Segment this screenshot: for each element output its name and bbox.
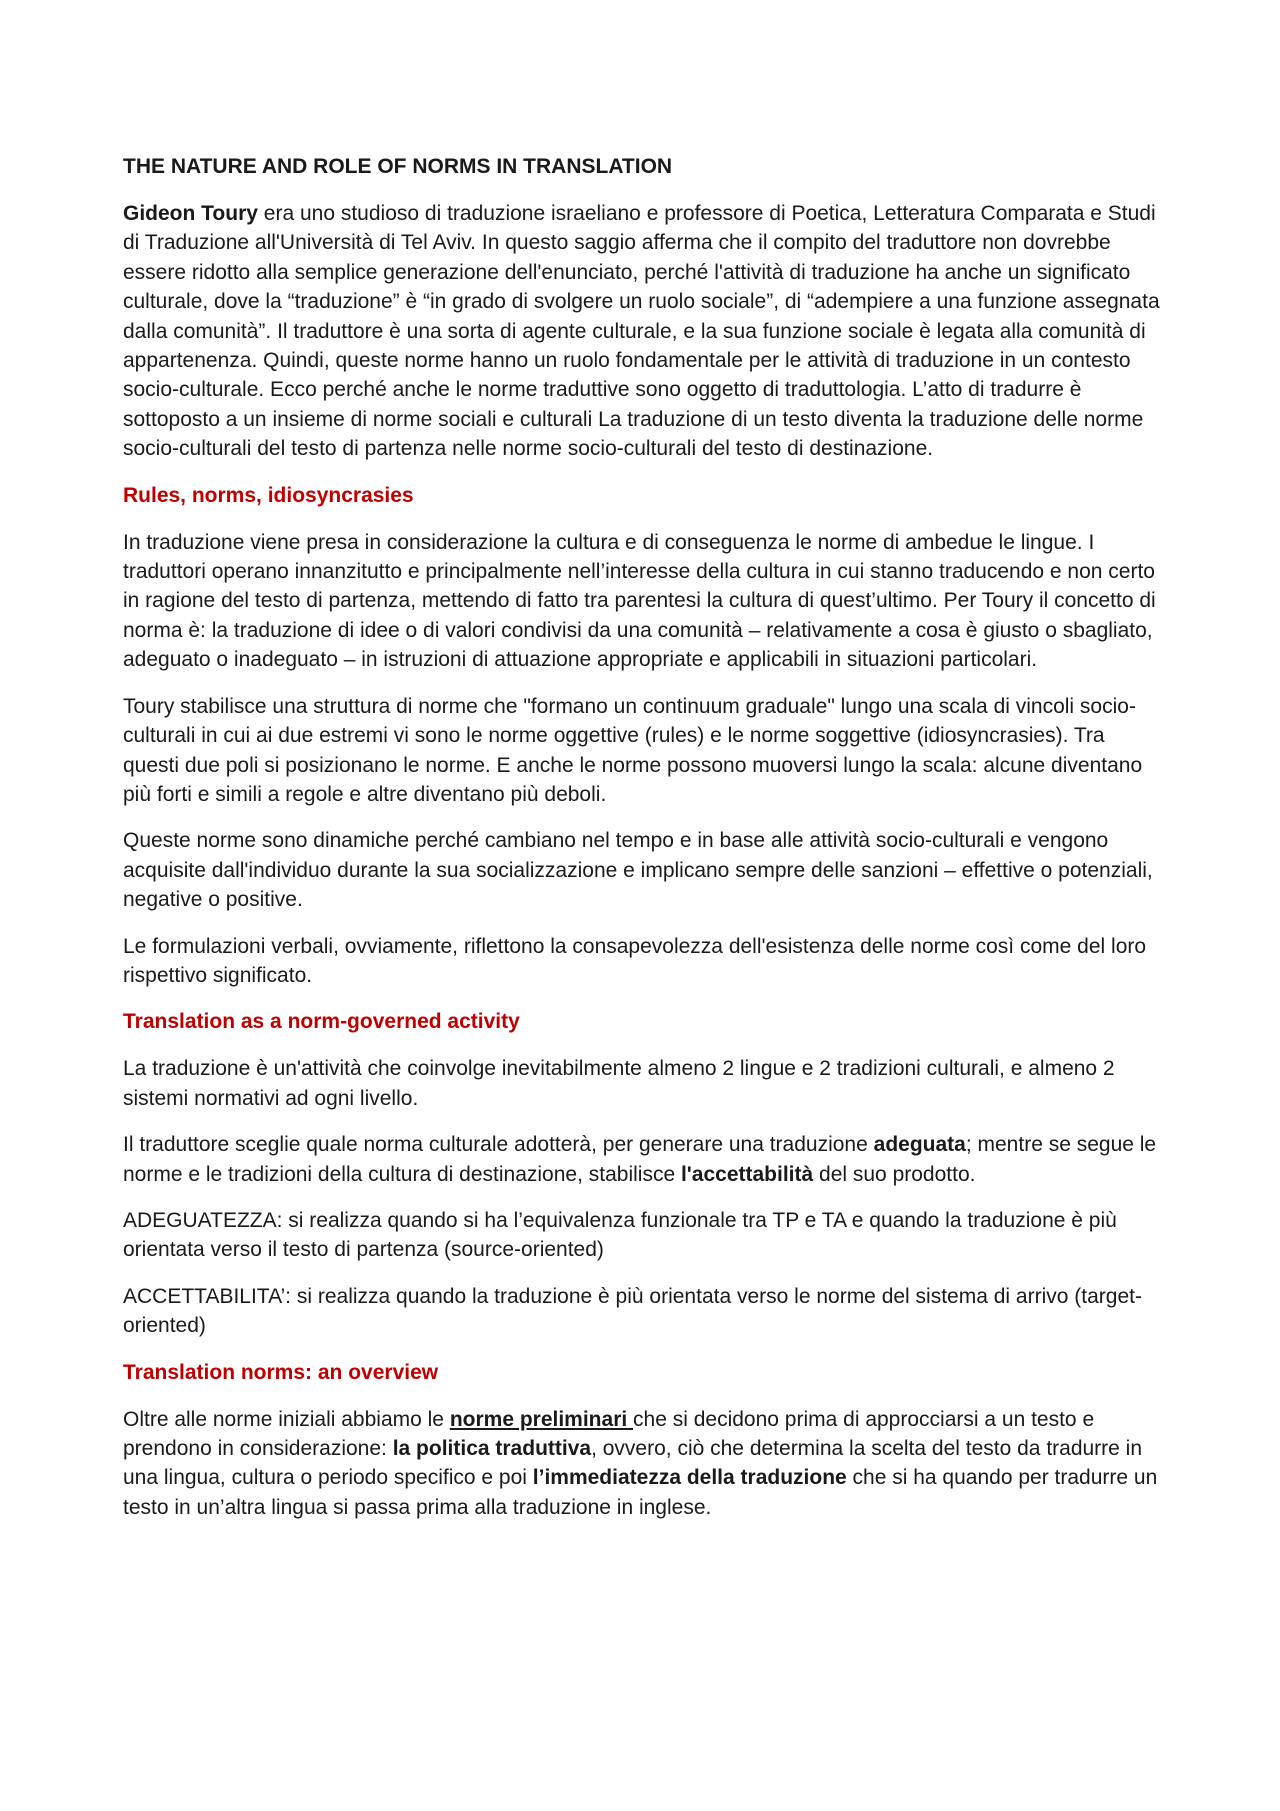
section-heading-norm-governed: Translation as a norm-governed activity [123, 1010, 520, 1034]
document-title: THE NATURE AND ROLE OF NORMS IN TRANSLATION [123, 155, 673, 178]
bold-term-politica-traduttiva: la politica traduttiva [392, 1437, 592, 1460]
section2-paragraph-2 [123, 1130, 1164, 1189]
bold-underlined-term-norme-preliminari: norme preliminari [449, 1407, 634, 1431]
bold-term-immediatezza: l’immediatezza della traduzione [532, 1466, 847, 1490]
section1-paragraph-2: Toury stabilisce una struttura di norme che "formano un continuum graduale" lungo una scala di vincoli socio-culturali in cui ai due estremi vi sono le norme oggettive (rules) e le norme soggettive (idiosyncrasies). Tra questi due poli si posizionano le norme. E anche le norme possono muoversi lungo la scala: alcune diventano più forti e simili a regole e altre diventano più deboli. [123, 694, 1143, 806]
section1-paragraph-1: In traduzione viene presa in considerazione la cultura e di conseguenza le norme di ambedue le lingue. I traduttori operano innanzitutto e principalmente nell’interesse della cultura in cui stanno traducendo e non certo in ragione del testo di partenza, mettendo di fatto tra parentesi la cultura di quest’ultimo. Per Toury il concetto di norma è: la traduzione di idee o di valori condivisi da una comunità – relativamente a cosa è giusto o sbagliato, adeguato o inadeguato – in istruzioni di attuazione appropriate e applicabili in situazioni particolari. [123, 530, 1156, 672]
text-run: , ovvero, ciò che determina la scelta del testo da tradurre in una lingua, cultura o periodo specifico e poi [123, 1437, 1143, 1490]
bold-term-adeguata: adeguata [873, 1133, 966, 1157]
text-run: del suo prodotto. [813, 1162, 976, 1186]
intro-text: era uno studioso di traduzione israeliano e professore di Poetica, Letteratura Comparata e Studi di Traduzione all'Università di Tel Aviv. In questo saggio afferma che il compito del traduttore non dovrebbe essere ridotto alla semplice generazione dell'enunciato, perché l'attività di traduzione ha anche un significato culturale, dove la “traduzione” è “in grado di svolgere un ruolo sociale”, di “adempiere a una funzione assegnata dalla comunità”. Il traduttore è una sorta di agente culturale, e la sua funzione sociale è legata alla comunità di appartenenza. Quindi, queste norme hanno un ruolo fondamentale per le attività di traduzione in un contesto socio-culturale. Ecco perché anche le norme traduttive sono oggetto di traduttologia. L’atto di tradurre è sottoposto a un insieme di norme sociali e culturali La traduzione di un testo diventa la traduzione delle norme socio-culturali del testo di partenza nelle norme socio-culturali del testo di destinazione. [123, 202, 1160, 461]
section1-paragraph-3: Queste norme sono dinamiche perché cambiano nel tempo e in base alle attività socio-culturali e vengono acquisite dall'individuo durante la sua socializzazione e implicano sempre delle sanzioni – effettive o potenziali, negative o positive. [123, 829, 1153, 912]
section2-paragraph-4: ACCETTABILITA’: si realizza quando la traduzione è più orientata verso le norme del sistema di arrivo (target-oriented) [123, 1284, 1142, 1338]
section2-paragraph-1: La traduzione è un'attività che coinvolge inevitabilmente almeno 2 lingue e 2 tradizioni culturali, e almeno 2 sistemi normativi ad ogni livello. [123, 1057, 1115, 1110]
section2-paragraph-3: ADEGUATEZZA: si realizza quando si ha l’equivalenza funzionale tra TP e TA e quando la traduzione è più orientata verso il testo di partenza (source-oriented) [123, 1208, 1117, 1262]
text-run: Oltre alle norme iniziali abbiamo le [123, 1407, 450, 1431]
text-run: che si ha quando per tradurre un testo in un’altra lingua si passa prima alla traduzione in inglese. [123, 1466, 1158, 1519]
author-name: Gideon Toury [123, 202, 258, 225]
section-heading-overview: Translation norms: an overview [123, 1360, 439, 1384]
text-run: che si decidono prima di approcciarsi a un testo e prendono in considerazione: [123, 1407, 1095, 1460]
section-heading-rules-norms: Rules, norms, idiosyncrasies [123, 483, 414, 507]
intro-paragraph [123, 199, 1164, 464]
section1-paragraph-4: Le formulazioni verbali, ovviamente, riflettono la consapevolezza dell'esistenza delle norme così come del loro rispettivo significato. [123, 934, 1147, 987]
bold-term-accettabilita: l'accettabilità [680, 1162, 814, 1186]
section3-paragraph-1 [123, 1405, 1164, 1523]
text-run: ; mentre se segue le norme e le tradizioni della cultura di destinazione, stabilisce [123, 1133, 1157, 1186]
text-run: Il traduttore sceglie quale norma culturale adotterà, per generare una traduzione [123, 1133, 874, 1157]
